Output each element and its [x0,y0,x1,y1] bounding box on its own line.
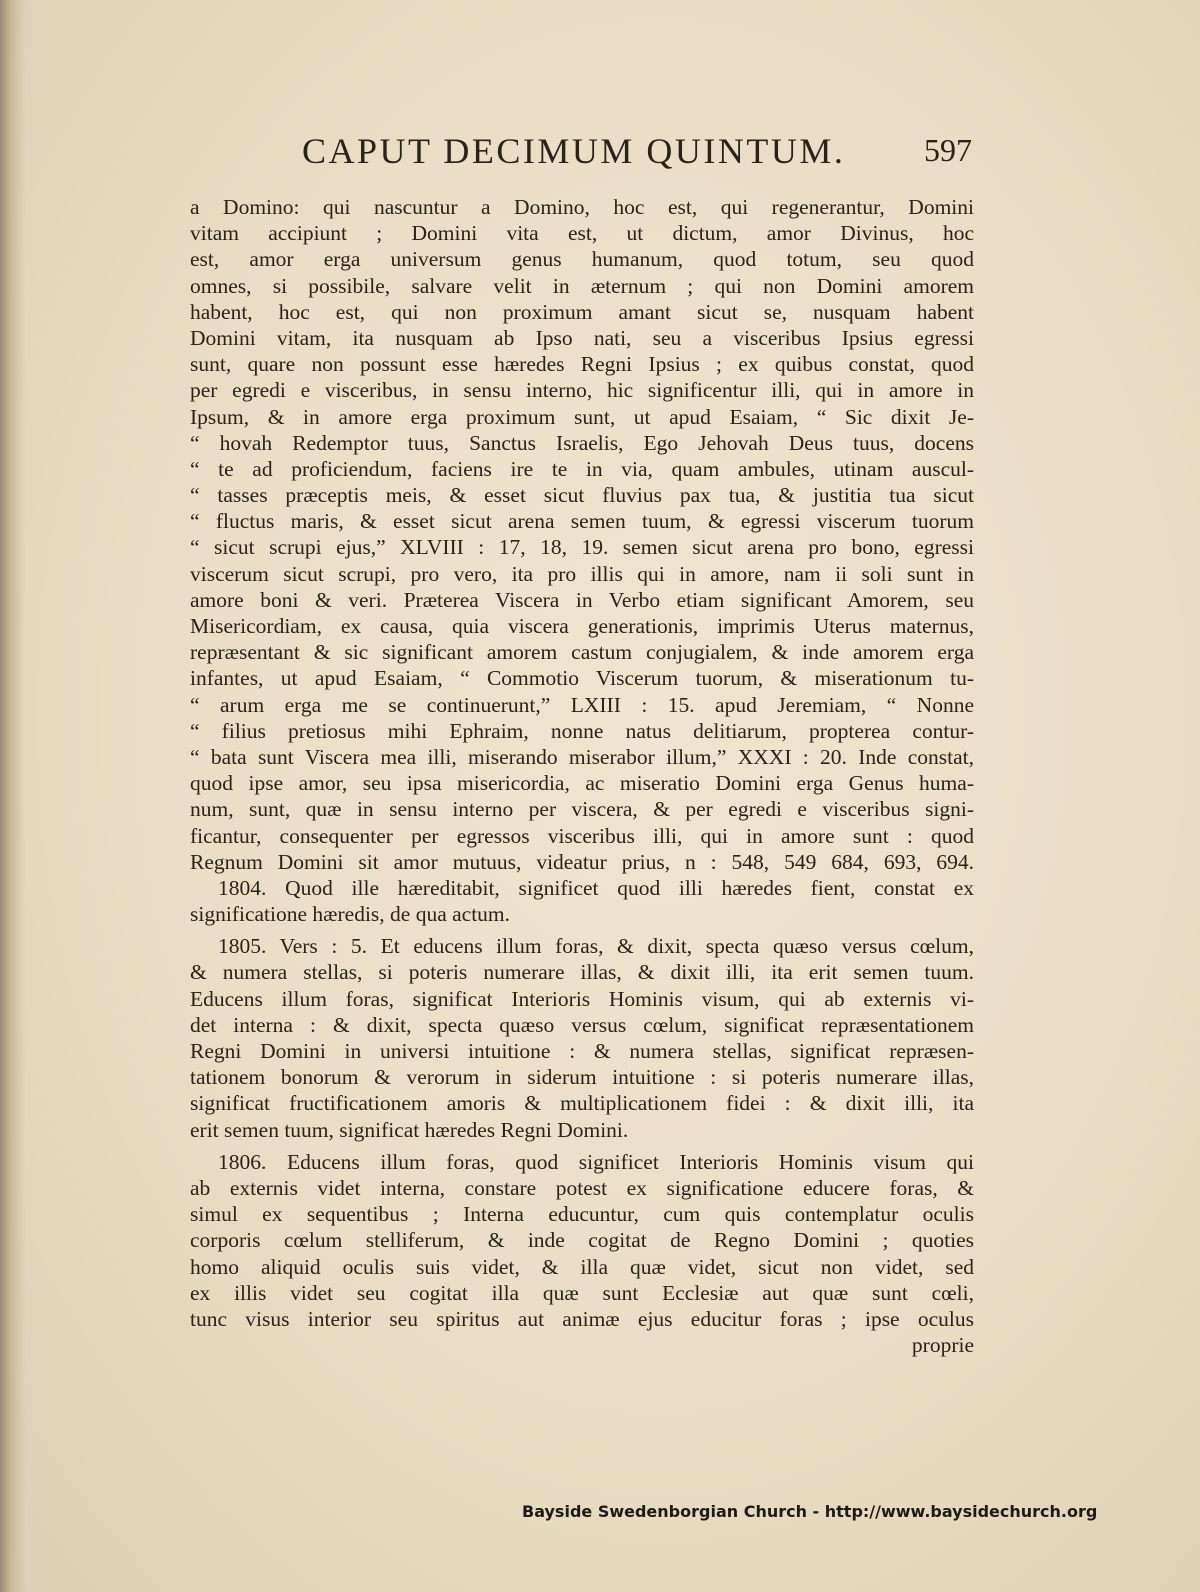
text-line: “ te ad proficiendum, faciens ire te in via, quam ambules, utinam auscul- [190,456,974,481]
paragraph-1804 [190,875,974,927]
text-line: omnes, si possibile, salvare velit in æternum ; qui non Domini amorem [190,273,974,298]
text-line: Domini vitam, ita nusquam ab Ipso nati, seu a visceribus Ipsius egressi [190,325,974,350]
text-line: tationem bonorum & verorum in siderum intuitione : si poteris numerare illas, [190,1065,974,1090]
catchword: proprie [911,1333,974,1358]
text-line: Ipsum, & in amore erga proximum sunt, ut apud Esaiam, “ Sic dixit Je- [190,404,974,429]
chapter-title: CAPUT DECIMUM QUINTUM. [302,131,846,171]
text-line: “ sicut scrupi ejus,” XLVIII : 17, 18, 19. semen sicut arena pro bono, egressi [190,535,974,560]
text-line: “ hovah Redemptor tuus, Sanctus Israelis, Ego Jehovah Deus tuus, docens [190,430,974,455]
paragraph-1805 [190,933,974,1143]
text-line: “ filius pretiosus mihi Ephraim, nonne natus delitiarum, propterea contur- [190,718,974,743]
text-line: “ bata sunt Viscera mea illi, miserando miserabor illum,” XXXI : 20. Inde constat, [190,744,974,769]
running-head [190,130,980,180]
text-line: 1805. Vers : 5. Et educens illum foras, & dixit, specta quæso versus cœlum, [218,934,974,959]
text-line: tunc visus interior seu spiritus aut animæ ejus educitur foras ; ipse oculus [190,1306,974,1331]
text-line: sunt, quare non possunt esse hæredes Regni Ipsius ; ex quibus constat, quod [190,352,974,377]
text-line: ab externis videt interna, constare potest ex significatione educere foras, & [190,1175,974,1200]
source-watermark: Bayside Swedenborgian Church - http://www.baysidechurch.org [522,1502,1098,1521]
text-line: “ fluctus maris, & esset sicut arena semen tuum, & egressi viscerum tuorum [190,509,974,534]
text-line: ficantur, consequenter per egressos visceribus illi, qui in amore sunt : quod [190,823,974,848]
paragraph-continued [190,194,974,875]
text-line: erit semen tuum, significat hæredes Regni Domini. [190,1117,629,1142]
text-line: ex illis videt seu cogitat illa quæ sunt Ecclesiæ aut quæ sunt cœli, [190,1280,974,1305]
text-line: repræsentant & sic significant amorem castum conjugialem, & inde amorem erga [190,640,974,665]
text-line: det interna : & dixit, specta quæso versus cœlum, significat repræsentationem [190,1012,974,1037]
text-line: & numera stellas, si poteris numerare illas, & dixit illi, ita erit semen tuum. [190,960,974,985]
text-line: simul ex sequentibus ; Interna educuntur, cum quis contemplatur oculis [190,1202,974,1227]
text-line: significat fructificationem amoris & multiplicationem fidei : & dixit illi, ita [190,1091,974,1116]
text-line: viscerum sicut scrupi, pro vero, ita pro illis qui in amore, nam ii soli sunt in [190,561,974,586]
text-line: homo aliquid oculis suis videt, & illa quæ videt, sicut non videt, sed [190,1254,974,1279]
text-line: Regnum Domini sit amor mutuus, videatur prius, n : 548, 549 684, 693, 694. [190,849,974,874]
text-block [190,194,974,1358]
text-line: “ tasses præceptis meis, & esset sicut fluvius pax tua, & justitia tua sicut [190,483,974,508]
text-line: infantes, ut apud Esaiam, “ Commotio Viscerum tuorum, & miserationum tu- [190,666,974,691]
text-line: a Domino: qui nascuntur a Domino, hoc est, qui regenerantur, Domini [190,195,974,219]
text-line: 1804. Quod ille hæreditabit, significet quod illi hæredes fient, constat ex [218,875,974,900]
text-line: Educens illum foras, significat Interioris Hominis visum, qui ab externis vi- [190,986,974,1011]
text-line: num, sunt, quæ in sensu interno per viscera, & per egredi e visceribus signi- [190,797,974,822]
page-number: 597 [924,132,972,168]
text-line: amore boni & veri. Præterea Viscera in Verbo etiam significant Amorem, seu [190,587,974,612]
text-line: Regni Domini in universi intuitione : & numera stellas, significat repræsen- [190,1039,974,1063]
text-line: 1806. Educens illum foras, quod significet Interioris Hominis visum qui [218,1149,974,1174]
text-line: “ arum erga me se continuerunt,” LXIII : 15. apud Jeremiam, “ Nonne [190,692,974,717]
text-line: est, amor erga universum genus humanum, quod totum, seu quod [190,247,974,272]
binding-gutter [0,0,26,1592]
text-line: quod ipse amor, seu ipsa misericordia, ac miseratio Domini erga Genus huma- [190,771,974,796]
text-line: significatione hæredis, de qua actum. [190,902,511,927]
text-line: vitam accipiunt ; Domini vita est, ut dictum, amor Divinus, hoc [190,221,974,246]
text-line: corporis cœlum stelliferum, & inde cogitat de Regno Domini ; quoties [190,1228,974,1253]
text-line: per egredi e visceribus, in sensu interno, hic significentur illi, qui in amore in [190,378,974,403]
text-line: Misericordiam, ex causa, quia viscera generationis, imprimis Uterus maternus, [190,614,974,638]
text-line: habent, hoc est, qui non proximum amant sicut se, nusquam habent [190,299,974,324]
paragraph-1806 [190,1149,974,1359]
